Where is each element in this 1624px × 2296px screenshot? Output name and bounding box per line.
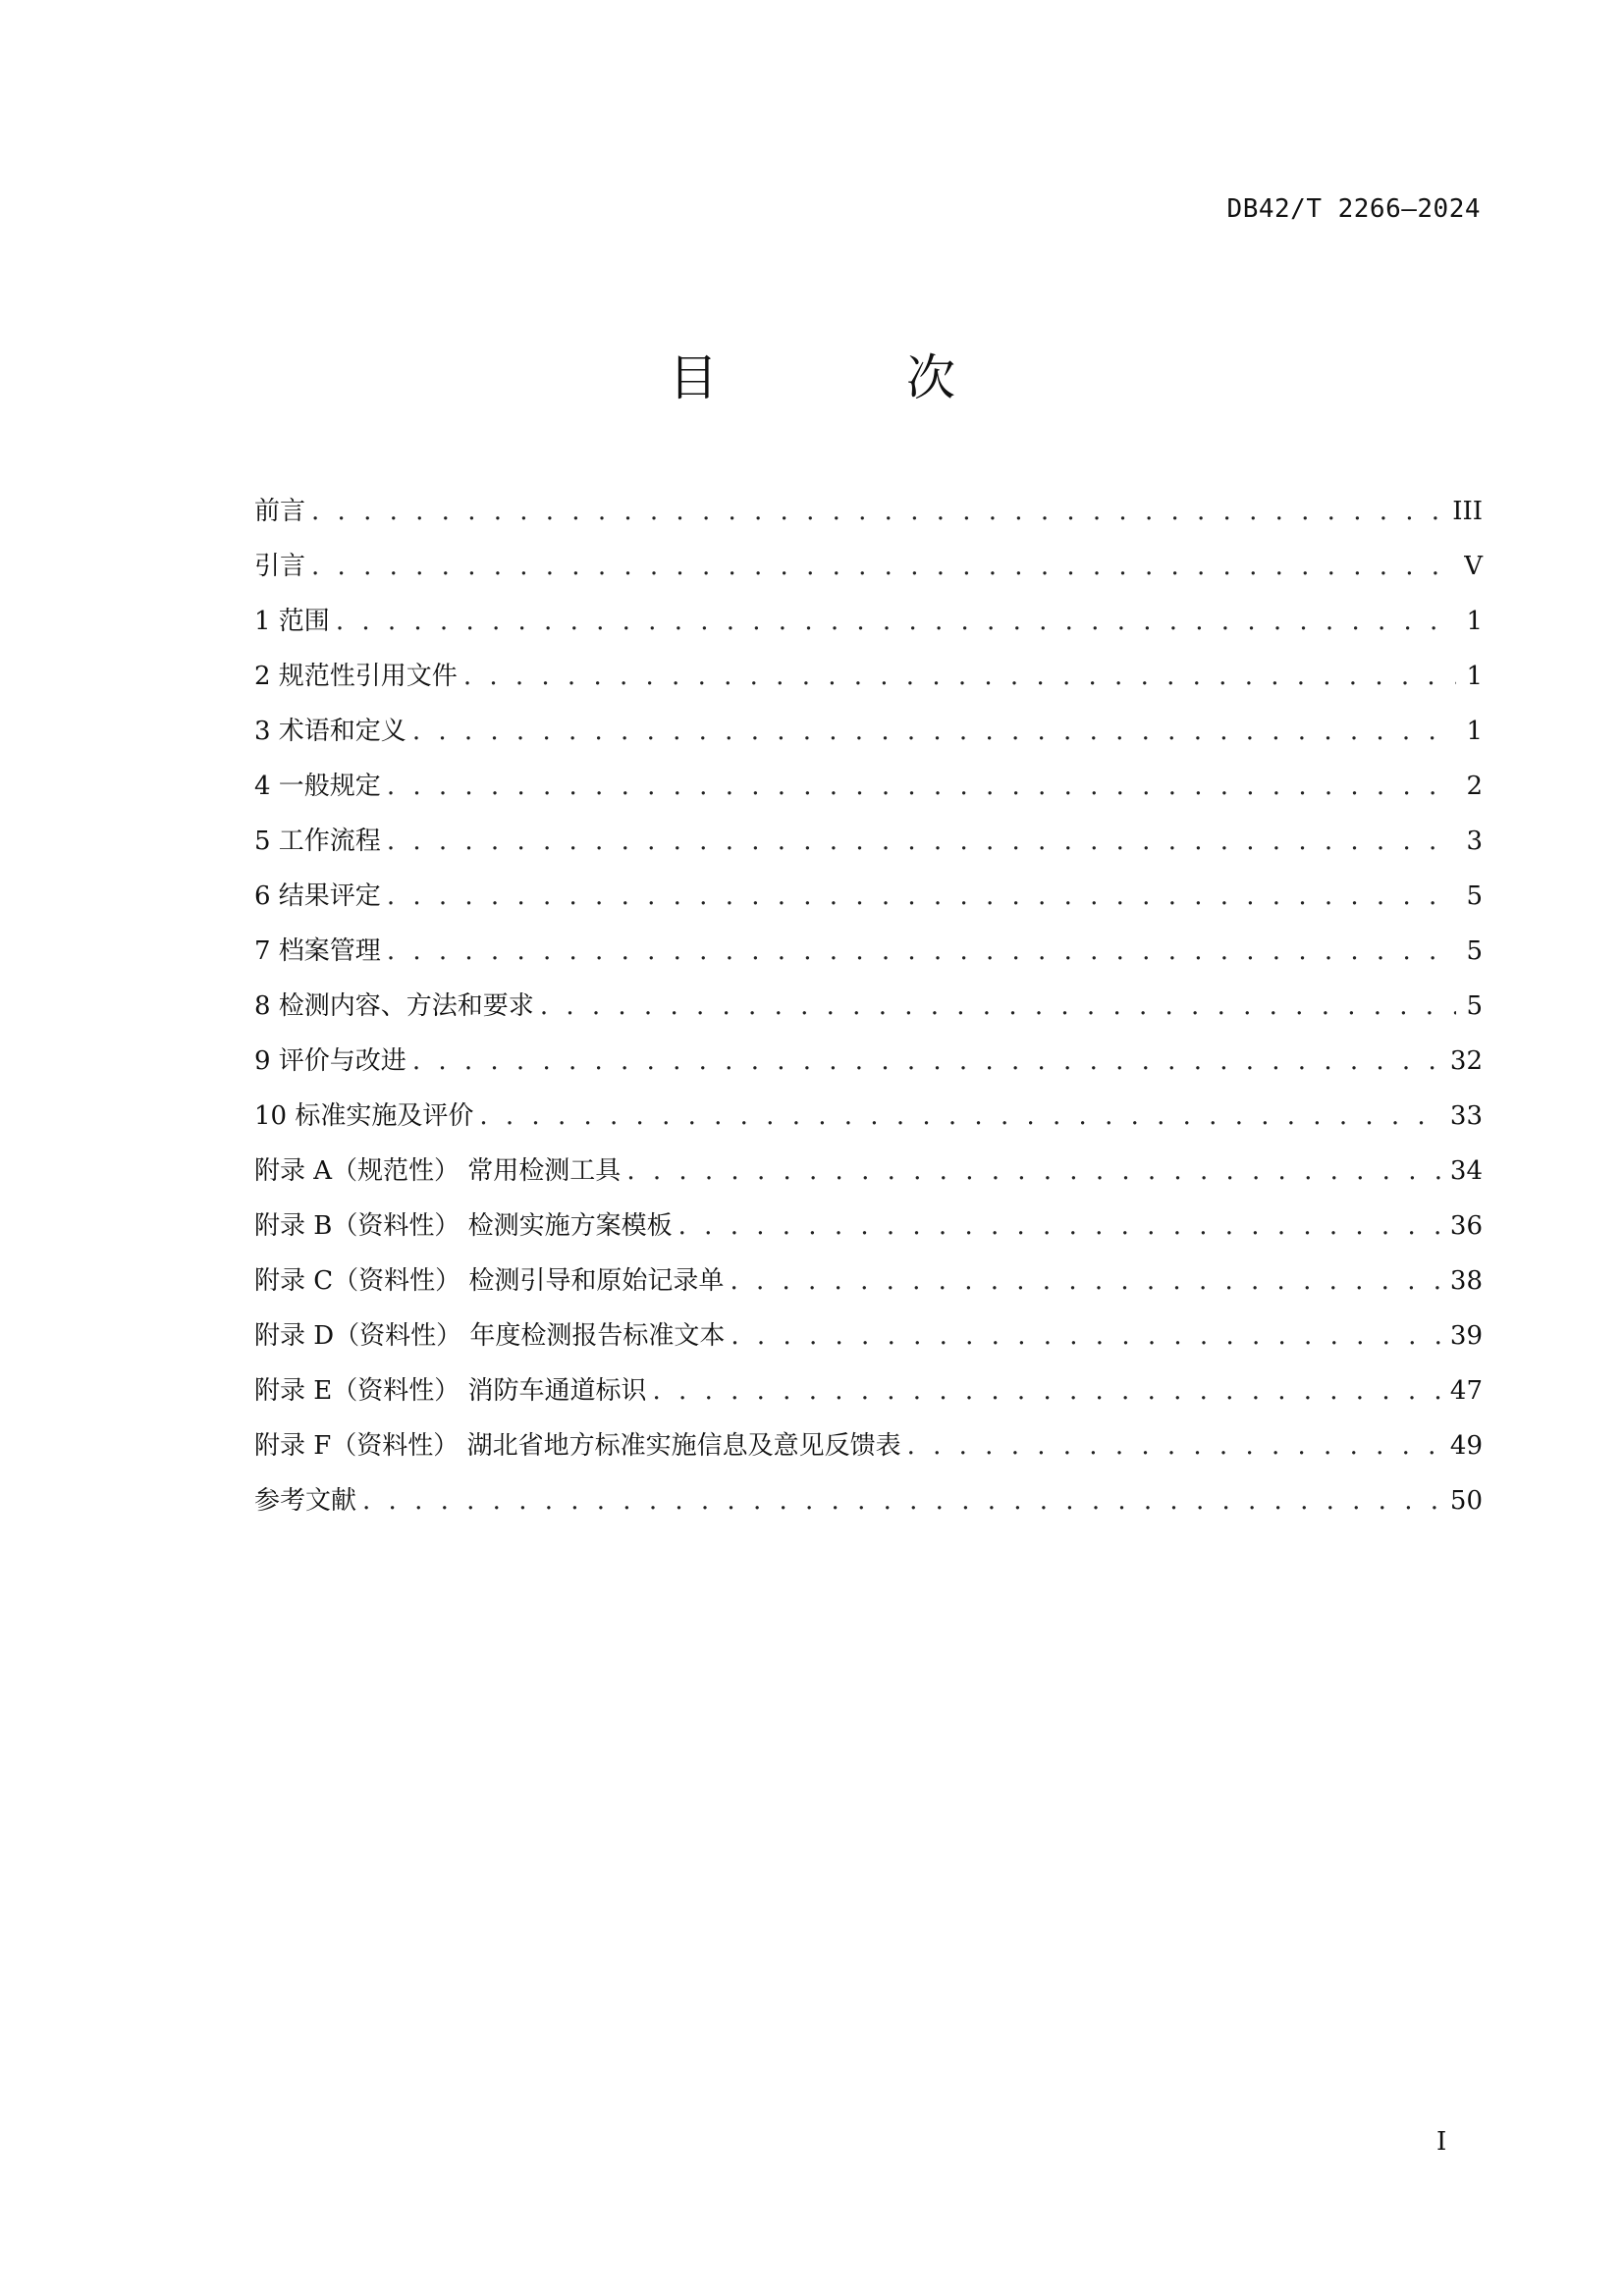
toc-entry[interactable] [254,601,1483,656]
toc-entry[interactable] [254,1480,1483,1535]
toc-dot-leader [412,1046,1440,1076]
toc-entry-label: 2 规范性引用文件 [254,662,458,691]
toc-entry-label: 5 工作流程 [254,827,381,856]
toc-entry-page: 36 [1449,1211,1483,1241]
toc-list [254,491,1483,1535]
toc-entry-page: 2 [1466,772,1483,801]
toc-entry[interactable] [254,986,1483,1041]
toc-entry-page: 49 [1449,1431,1483,1461]
toc-entry-page: 1 [1466,607,1483,636]
toc-entry-page: 3 [1466,827,1483,856]
page-number: I [1436,2127,1447,2157]
toc-entry-label: 6 结果评定 [254,881,381,911]
toc-dot-leader [626,1156,1440,1186]
toc-dot-leader [731,1321,1440,1351]
toc-entry[interactable] [254,546,1483,601]
toc-entry[interactable] [254,931,1483,986]
toc-entry-page: 32 [1449,1046,1483,1076]
toc-entry-page: 50 [1449,1486,1483,1516]
toc-entry-label: 前言 [254,497,306,526]
toc-entry-label: 4 一般规定 [254,772,381,801]
toc-entry-page: 5 [1466,991,1483,1021]
toc-entry[interactable] [254,1150,1483,1205]
toc-entry-page: 5 [1466,936,1483,966]
toc-dot-leader [463,662,1457,691]
toc-dot-leader [387,936,1457,966]
toc-entry[interactable] [254,1260,1483,1315]
toc-dot-leader [387,827,1457,856]
toc-entry-label: 引言 [254,552,306,581]
toc-dot-leader [311,552,1454,581]
toc-entry-label: 附录 A（规范性） 常用检测工具 [254,1156,622,1186]
toc-entry[interactable] [254,1370,1483,1425]
toc-entry-page: V [1464,552,1483,581]
toc-dot-leader [907,1431,1440,1461]
toc-entry[interactable] [254,656,1483,711]
toc-dot-leader [730,1266,1439,1296]
toc-dot-leader [387,881,1457,911]
toc-entry-page: 1 [1466,662,1483,691]
toc-dot-leader [362,1486,1440,1516]
toc-entry-page: 1 [1466,717,1483,746]
toc-dot-leader [479,1101,1440,1131]
toc-entry-label: 8 检测内容、方法和要求 [254,991,534,1021]
toc-entry[interactable] [254,766,1483,821]
document-code: DB42/T 2266—2024 [1226,194,1481,224]
toc-entry-page: III [1452,497,1483,526]
toc-entry[interactable] [254,876,1483,931]
toc-entry-page: 5 [1466,881,1483,911]
toc-entry[interactable] [254,1425,1483,1480]
toc-title: 目 次 [669,349,1042,406]
toc-dot-leader [540,991,1457,1021]
toc-entry-label: 10 标准实施及评价 [254,1101,474,1131]
toc-dot-leader [387,772,1457,801]
toc-entry-page: 34 [1449,1156,1483,1186]
toc-entry-label: 9 评价与改进 [254,1046,406,1076]
toc-entry[interactable] [254,821,1483,876]
toc-entry[interactable] [254,491,1483,546]
toc-entry-page: 33 [1449,1101,1483,1131]
toc-entry-label: 附录 E（资料性） 消防车通道标识 [254,1376,647,1406]
toc-entry[interactable] [254,1095,1483,1150]
toc-entry-label: 附录 B（资料性） 检测实施方案模板 [254,1211,673,1241]
toc-dot-leader [678,1211,1440,1241]
toc-entry-label: 1 范围 [254,607,330,636]
toc-dot-leader [336,607,1457,636]
toc-entry-label: 附录 F（资料性） 湖北省地方标准实施信息及意见反馈表 [254,1431,901,1461]
toc-entry[interactable] [254,1205,1483,1260]
toc-entry-label: 3 术语和定义 [254,717,406,746]
toc-dot-leader [653,1376,1440,1406]
toc-entry-label: 7 档案管理 [254,936,381,966]
toc-entry-page: 38 [1449,1266,1483,1296]
toc-entry-page: 39 [1449,1321,1483,1351]
toc-entry[interactable] [254,711,1483,766]
toc-dot-leader [311,497,1442,526]
toc-entry[interactable] [254,1041,1483,1095]
toc-entry-label: 附录 D（资料性） 年度检测报告标准文本 [254,1321,726,1351]
toc-entry-label: 附录 C（资料性） 检测引导和原始记录单 [254,1266,725,1296]
toc-dot-leader [412,717,1457,746]
toc-entry-label: 参考文献 [254,1486,357,1516]
toc-entry-page: 47 [1449,1376,1483,1406]
toc-entry[interactable] [254,1315,1483,1370]
